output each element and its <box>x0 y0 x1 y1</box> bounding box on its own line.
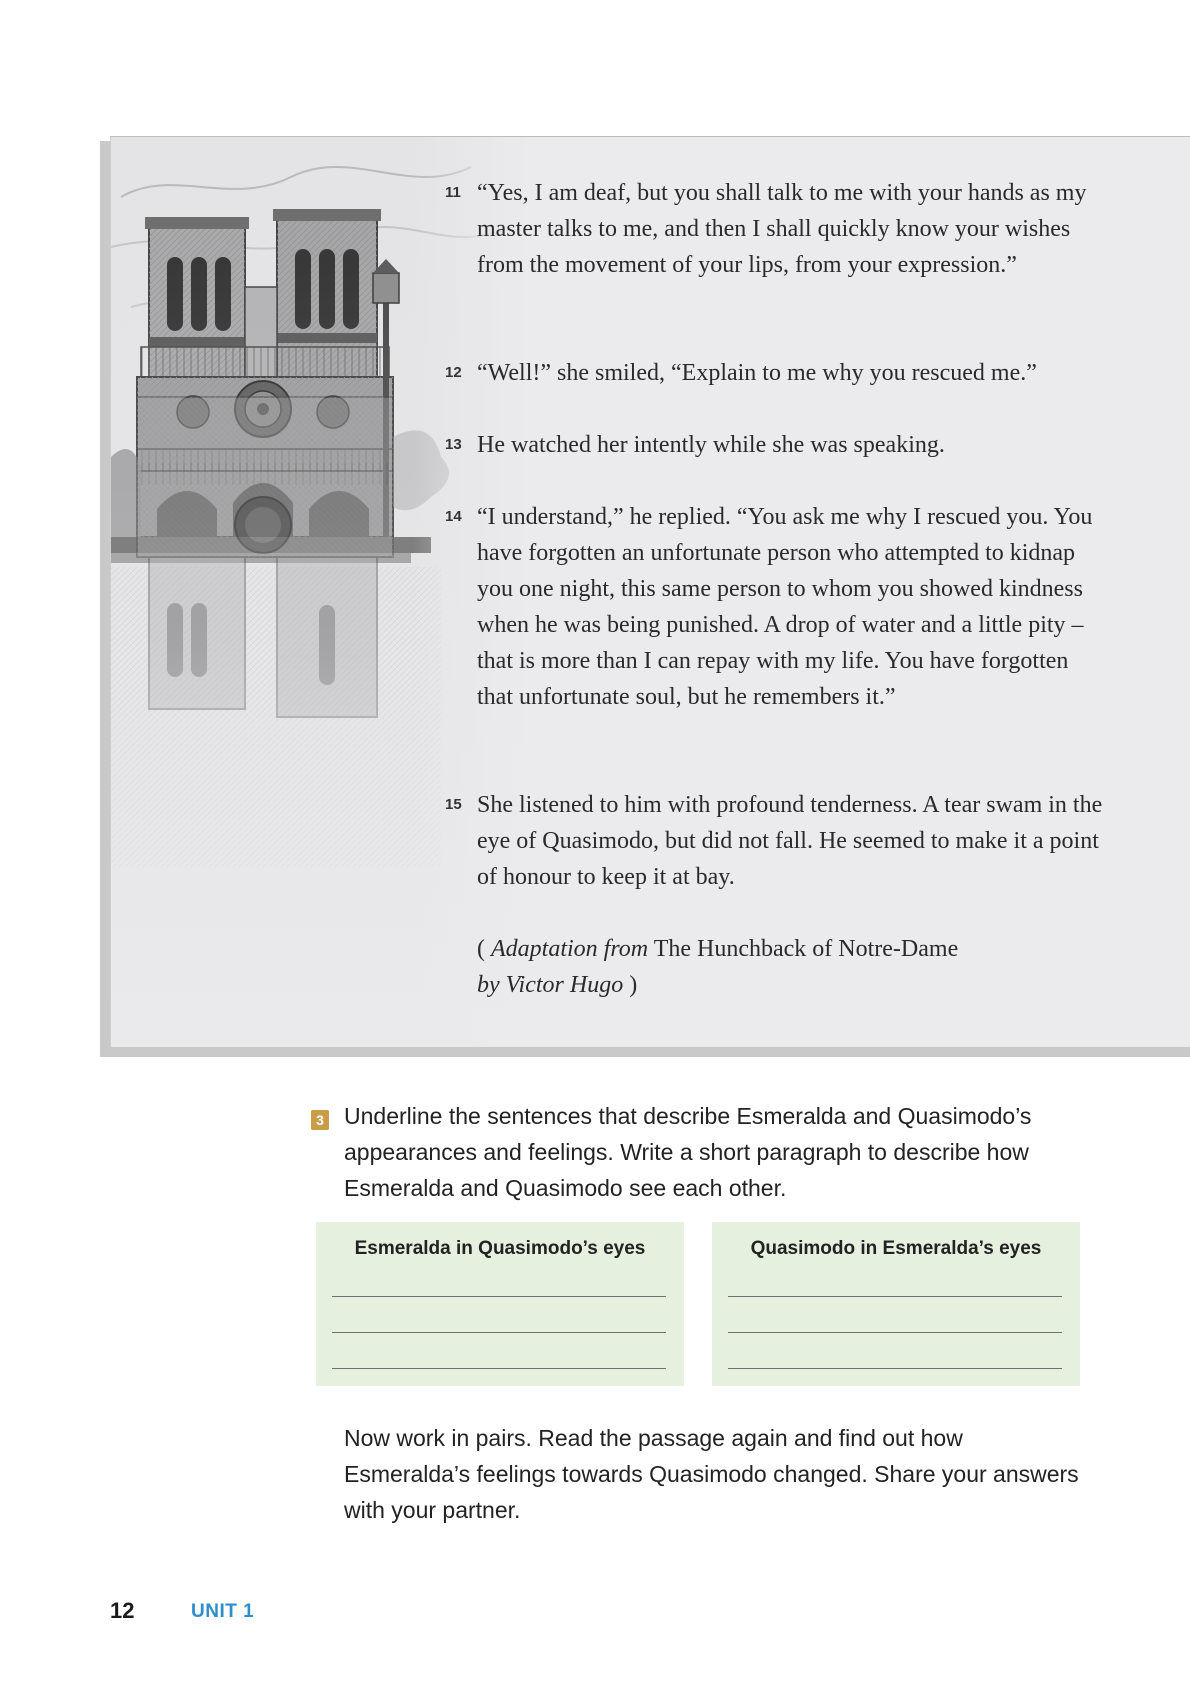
answer-box-title: Quasimodo in Esmeralda’s eyes <box>750 1238 1042 1259</box>
passage-paragraph-15 <box>445 787 1105 895</box>
source-prefix: Adaptation from <box>491 936 649 962</box>
paragraph-number: 11 <box>445 184 461 201</box>
answer-box-title: Esmeralda in Quasimodo’s eyes <box>354 1238 646 1259</box>
activity-number-badge: 3 <box>311 1110 329 1130</box>
paragraph-number: 13 <box>445 436 462 453</box>
passage-paragraph-12 <box>445 355 1105 391</box>
writing-line[interactable] <box>332 1332 666 1333</box>
source-author: by Victor Hugo <box>477 972 624 998</box>
reading-passage-panel <box>110 136 1190 1047</box>
page-number: 12 <box>110 1598 135 1623</box>
passage-paragraph-13 <box>445 427 1105 463</box>
pair-work-instruction: Now work in pairs. Read the passage again and find out how Esmeralda’s feelings towards Quasimodo changed. Share your answers with your partner. <box>344 1425 1079 1523</box>
passage-paragraph-11 <box>445 175 1105 283</box>
answer-box-quasimodo <box>712 1222 1080 1386</box>
unit-label: UNIT 1 <box>191 1601 255 1622</box>
source-close-paren: ) <box>623 972 638 998</box>
paragraph-number: 12 <box>445 364 462 381</box>
answer-box-esmeralda <box>316 1222 684 1386</box>
writing-line[interactable] <box>728 1296 1062 1297</box>
activity-instruction: Underline the sentences that describe Esmeralda and Quasimodo’s appearances and feelings. Write a short paragraph to describe how Esmeralda and Quasimodo see each other. <box>344 1103 1032 1201</box>
writing-line[interactable] <box>332 1296 666 1297</box>
paragraph-number: 14 <box>445 508 462 525</box>
paragraph-number: 15 <box>445 796 462 813</box>
paragraph-text: “Yes, I am deaf, but you shall talk to me with your hands as my master talks to me, and then I shall quickly know your wishes from the movement of your lips, from your expression.” <box>477 180 1087 278</box>
paragraph-text: He watched her intently while she was speaking. <box>477 432 945 458</box>
paragraph-text: She listened to him with profound tenderness. A tear swam in the eye of Quasimodo, but did not fall. He seemed to make it a point of honour to keep it at bay. <box>477 792 1103 890</box>
source-open-paren: ( <box>477 936 491 962</box>
passage-paragraph-14 <box>445 499 1105 715</box>
writing-line[interactable] <box>332 1368 666 1369</box>
paragraph-text: “I understand,” he replied. “You ask me why I rescued you. You have forgotten an unfortunate person who attempted to kidnap you one night, this same person to whom you showed kindness when he was being punished. A drop of water and a little pity – that is more than I can repay with my life. You have forgotten that unfortunate soul, but he remembers it.” <box>477 504 1093 710</box>
writing-line[interactable] <box>728 1332 1062 1333</box>
paragraph-text: “Well!” she smiled, “Explain to me why you rescued me.” <box>477 360 1037 386</box>
passage-source-note <box>477 931 1097 1003</box>
source-title: The Hunchback of Notre-Dame <box>648 936 959 962</box>
writing-line[interactable] <box>728 1368 1062 1369</box>
